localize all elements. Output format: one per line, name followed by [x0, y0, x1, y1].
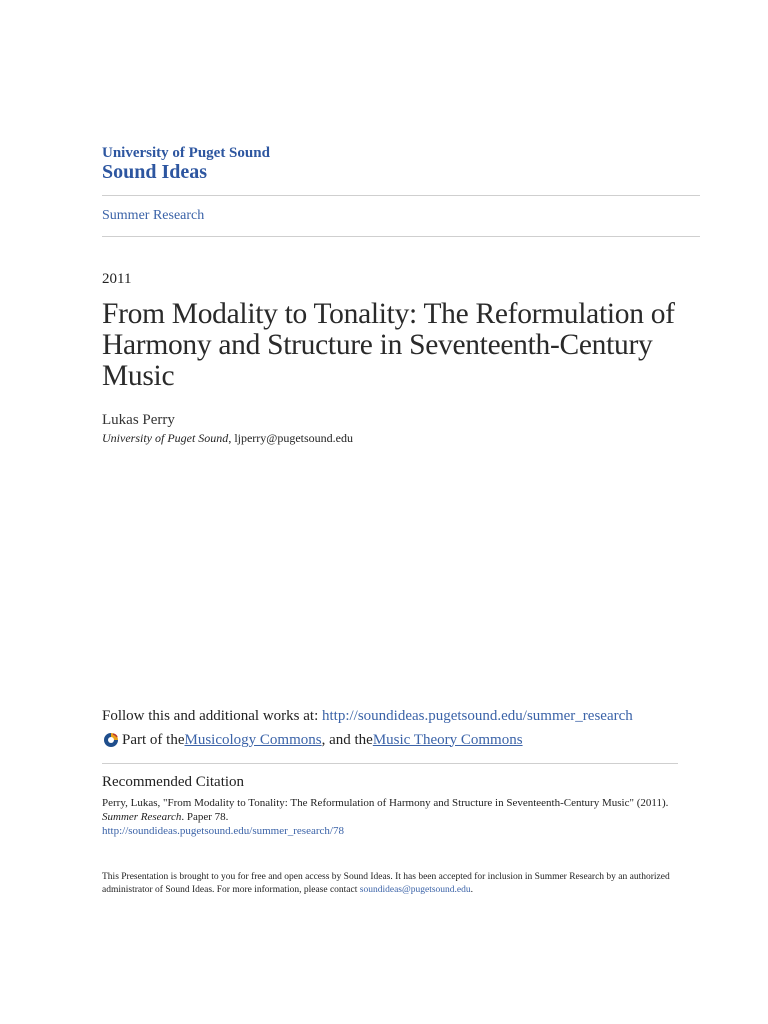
- publication-year: 2011: [102, 271, 132, 287]
- part-of-middle: , and the: [321, 731, 373, 748]
- document-title: From Modality to Tonality: The Reformulation of Harmony and Structure in Seventeenth-Century Music: [102, 298, 675, 392]
- follow-line: [102, 708, 633, 725]
- musicology-commons-link[interactable]: Musicology Commons: [184, 731, 322, 748]
- citation-url-link[interactable]: http://soundideas.pugetsound.edu/summer_research/78: [102, 825, 344, 837]
- footer-text: This Presentation is brought to you for free and open access by Sound Ideas. It has been accepted for inclusion in Summer Research by an authorized administrator of Sound Ideas. For more information, please contact: [102, 872, 670, 895]
- citation-series-line: [102, 810, 702, 824]
- series-divider: [102, 236, 700, 237]
- footer-end: .: [470, 885, 474, 895]
- series-link[interactable]: Summer Research: [102, 208, 205, 223]
- citation-heading: Recommended Citation: [102, 774, 245, 790]
- part-of-prefix: Part of the: [122, 731, 185, 748]
- citation-paper: . Paper 78.: [181, 811, 229, 823]
- author-name: Lukas Perry: [102, 412, 175, 428]
- bepress-commons-icon: [102, 731, 120, 749]
- citation-divider: [102, 763, 678, 764]
- institution-name[interactable]: University of Puget Sound: [102, 145, 270, 161]
- follow-url-link[interactable]: http://soundideas.pugetsound.edu/summer_research: [321, 708, 633, 724]
- citation-block: [102, 796, 702, 838]
- part-of-line: [102, 731, 523, 749]
- access-statement: [102, 871, 682, 897]
- contact-email-link[interactable]: soundideas@pugetsound.edu: [359, 885, 471, 895]
- citation-series: Summer Research: [102, 811, 182, 823]
- music-theory-commons-link[interactable]: Music Theory Commons: [372, 731, 523, 748]
- affiliation-name: University of Puget Sound: [102, 431, 229, 445]
- citation-line: Perry, Lukas, "From Modality to Tonality: The Reformulation of Harmony and Structure in Seventeenth-Century Music" (2011).: [102, 797, 669, 809]
- repository-name[interactable]: Sound Ideas: [102, 161, 208, 183]
- author-email: , ljperry@pugetsound.edu: [228, 431, 354, 445]
- follow-prefix: Follow this and additional works at:: [102, 708, 322, 724]
- header-divider: [102, 195, 700, 196]
- author-affiliation: [102, 431, 353, 446]
